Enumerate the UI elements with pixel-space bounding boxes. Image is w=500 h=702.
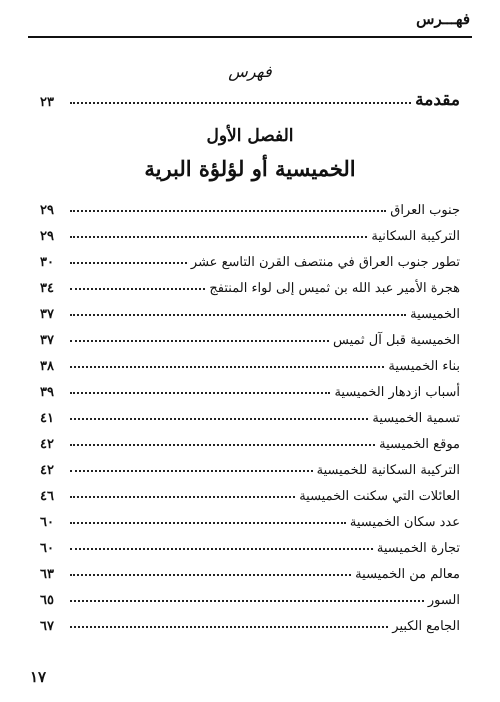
toc-entry[interactable] — [40, 402, 460, 426]
running-head: فهـــرس — [416, 10, 470, 28]
toc-entry-page: ٤٢ — [40, 463, 54, 478]
toc-entry-label: هجرة الأمير عبد الله بن ثميس إلى لواء المنتفج — [209, 281, 460, 296]
dot-leader — [70, 626, 388, 628]
toc-entry-page: ٣٩ — [40, 385, 54, 400]
dot-leader — [70, 418, 368, 420]
toc-entry-page: ٣٤ — [40, 281, 54, 296]
toc-entry-page: ٢٩ — [40, 203, 54, 218]
toc-entry[interactable] — [40, 324, 460, 348]
toc-entry-page: ٣٧ — [40, 333, 54, 348]
toc-entry[interactable] — [40, 194, 460, 218]
toc-entry-label: تجارة الخميسية — [376, 541, 460, 556]
toc-entry[interactable] — [40, 558, 460, 582]
toc-entry-page: ٦٧ — [40, 619, 54, 634]
toc-entry-page: ٤٢ — [40, 437, 54, 452]
toc-entry-label: جنوب العراق — [390, 203, 460, 218]
toc-entry-label: معالم من الخميسية — [355, 567, 460, 582]
toc-entry-page: ٢٩ — [40, 229, 54, 244]
ornament-title: فهرس — [228, 62, 272, 81]
dot-leader — [70, 392, 330, 394]
dot-leader — [70, 102, 411, 104]
page-number: ١٧ — [30, 668, 47, 686]
toc-entry-label: السور — [427, 593, 460, 608]
header-rule — [28, 36, 472, 38]
toc-entry-page: ٦٥ — [40, 593, 54, 608]
toc-entry[interactable] — [40, 376, 460, 400]
toc-entry-label: تسمية الخميسية — [372, 411, 460, 426]
toc-entry[interactable] — [40, 532, 460, 556]
dot-leader — [70, 366, 384, 368]
toc-entry[interactable] — [40, 584, 460, 608]
dot-leader — [70, 340, 329, 342]
toc-entry-page: ٣٨ — [40, 359, 54, 374]
toc-entry-label: موقع الخميسية — [379, 437, 460, 452]
dot-leader — [70, 210, 386, 212]
toc-entry-label: بناء الخميسية — [388, 359, 460, 374]
chapter-title: الخميسية أو لؤلؤة البرية — [144, 156, 356, 181]
toc-entry[interactable] — [40, 610, 460, 634]
toc-entry-page: ٣٧ — [40, 307, 54, 322]
toc-entry-intro[interactable] — [40, 86, 460, 110]
toc-entry[interactable] — [40, 298, 460, 322]
dot-leader — [70, 262, 187, 264]
toc-entry[interactable] — [40, 428, 460, 452]
toc-entry-page: ٦٠ — [40, 515, 54, 530]
dot-leader — [70, 288, 205, 290]
toc-entry-page: ٦٣ — [40, 567, 54, 582]
dot-leader — [70, 548, 373, 550]
toc-entry[interactable] — [40, 506, 460, 530]
toc-entry-label: عدد سكان الخميسية — [349, 515, 460, 530]
toc-entry-label: الجامع الكبير — [392, 619, 460, 634]
toc-entry-label: العائلات التي سكنت الخميسية — [299, 489, 460, 504]
dot-leader — [70, 574, 351, 576]
toc-entry-page: ٢٣ — [40, 95, 54, 110]
dot-leader — [70, 470, 313, 472]
toc-entry-page: ٤١ — [40, 411, 54, 426]
toc-entry[interactable] — [40, 454, 460, 478]
toc-entry[interactable] — [40, 272, 460, 296]
toc-entry-label: الخميسية — [410, 307, 460, 322]
dot-leader — [70, 444, 375, 446]
dot-leader — [70, 236, 367, 238]
toc-entry-page: ٤٦ — [40, 489, 54, 504]
toc-entry-label: أسباب ازدهار الخميسية — [334, 385, 460, 400]
toc-entry-label: مقدمة — [415, 90, 460, 110]
toc-entry[interactable] — [40, 246, 460, 270]
toc-entry[interactable] — [40, 220, 460, 244]
dot-leader — [70, 496, 295, 498]
toc-entry-label: التركيبة السكانية للخميسية — [316, 463, 460, 478]
dot-leader — [70, 314, 406, 316]
chapter-label: الفصل الأول — [206, 126, 294, 146]
toc-entry-page: ٦٠ — [40, 541, 54, 556]
toc-entry-label: تطور جنوب العراق في منتصف القرن التاسع عشر — [190, 255, 460, 270]
toc-entry-page: ٣٠ — [40, 255, 54, 270]
toc-entry[interactable] — [40, 350, 460, 374]
dot-leader — [70, 600, 424, 602]
toc-entry-label: التركيبة السكانية — [371, 229, 460, 244]
dot-leader — [70, 522, 346, 524]
toc-entry-label: الخميسية قبل آل ثميس — [333, 333, 460, 348]
toc-entry[interactable] — [40, 480, 460, 504]
